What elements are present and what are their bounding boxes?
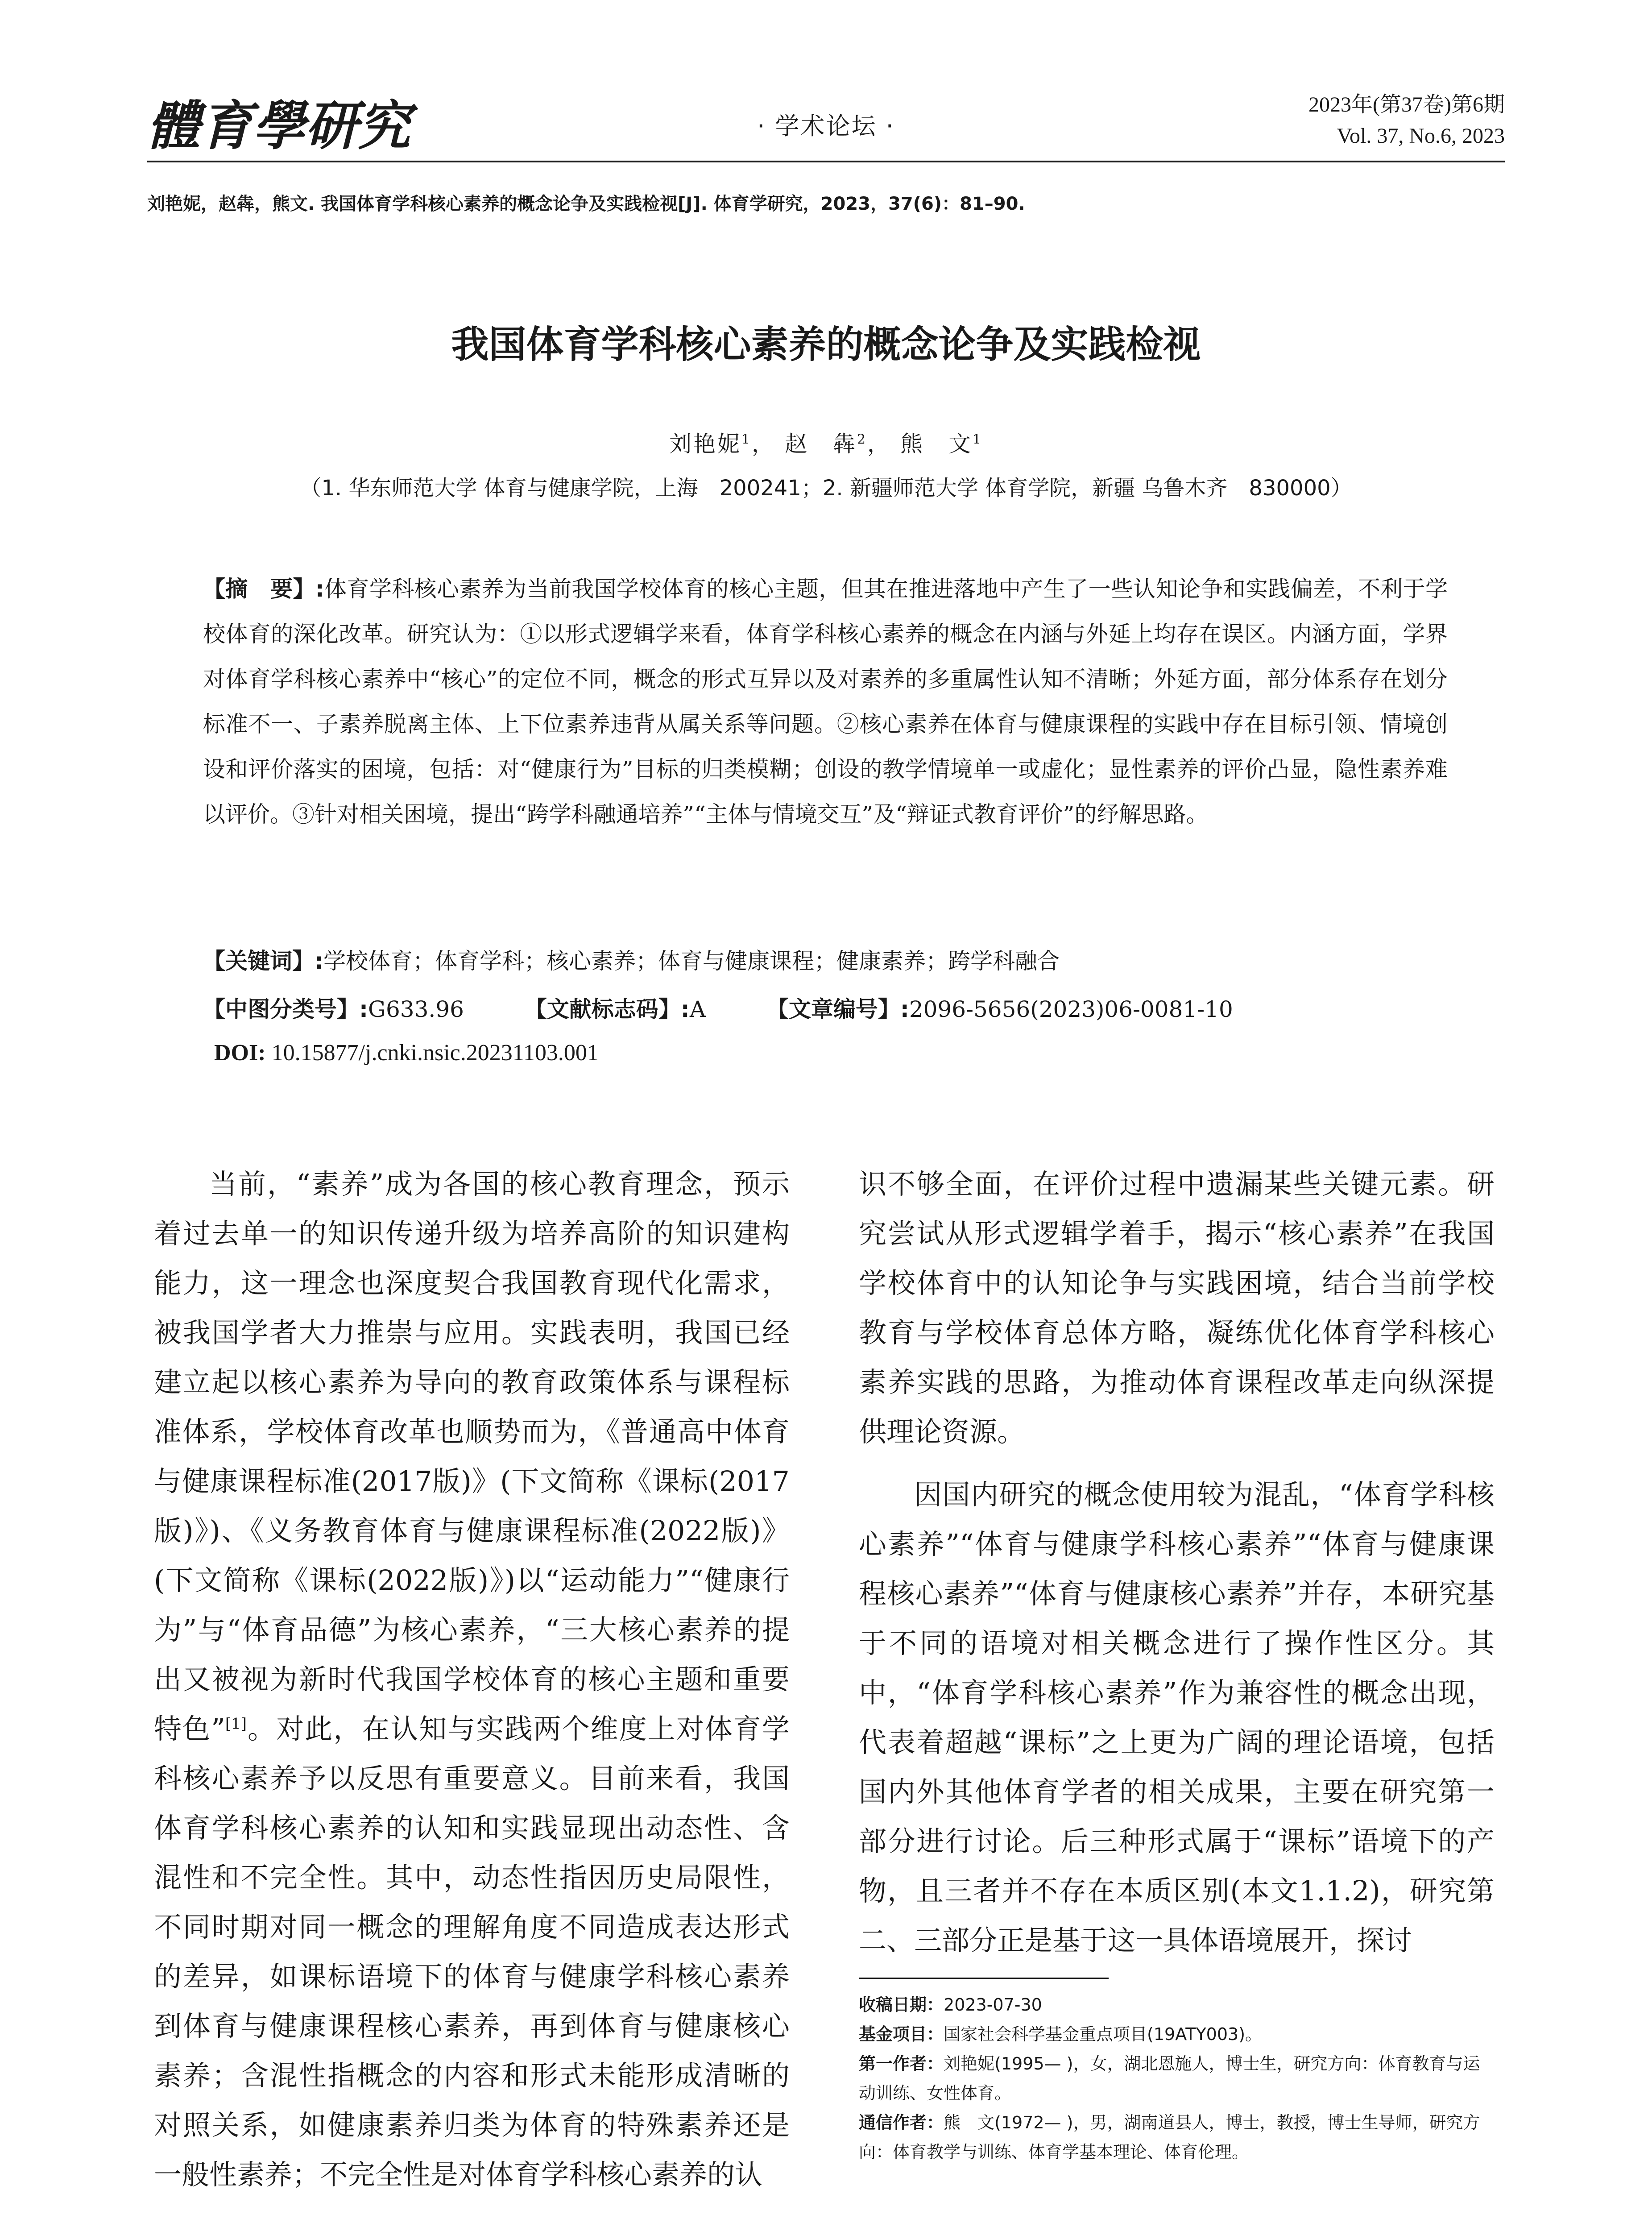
body-paragraph: 因国内研究的概念使用较为混乱，“体育学科核心素养”“体育与健康学科核心素养”“体育与健康课程核心素养”“体育与健康核心素养”并存，本研究基于不同的语境对相关概念进行了操作性区分。其中，“体育学科核心素养”作为兼容性的概念出现，代表着超越“课标”之上更为广阔的理论语境，包括国内外其他体育学者的相关成果，主要在研究第一部分进行讨论。后三种形式属于“课标”语境下的产物，且三者并不存在本质区别(本文1.1.2)，研究第二、三部分正是基于这一具体语境展开，探讨 [859,1478,1495,1957]
authors: 刘艳妮$^1$， 赵 犇$^2$， 熊 文$^1$ [669,431,983,457]
body-paragraph: 识不够全面，在评价过程中遗漏某些关键元素。研究尝试从形式逻辑学着手，揭示“核心素养”在我国学校体育中的认知论争与实践困境，结合当前学校教育与学校体育总体方略，凝练优化体育学科核心素养实践的思路，为推动体育课程改革走向纵深提供理论资源。 [859,1168,1495,1448]
header-rule [147,161,1505,162]
doi-value: 10.15877/j.cnki.nsic.20231103.001 [271,1040,599,1066]
abstract-text: 体育学科核心素养为当前我国学校体育的核心主题，但其在推进落地中产生了一些认知论争和实践偏差，不利于学校体育的深化改革。研究认为：①以形式逻辑学来看，体育学科核心素养的概念在内涵与外延上均存在误区。内涵方面，学界对体育学科核心素养中“核心”的定位不同，概念的形式互异以及对素养的多重属性认知不清晰；外延方面，部分体系存在划分标准不一、子素养脱离主体、上下位素养违背从属关系等问题。②核心素养在体育与健康课程的实践中存在目标引领、情境创设和评价落实的困境，包括：对“健康行为”目标的归类模糊；创设的教学情境单一或虚化；显性素养的评价凸显，隐性素养难以评价。③针对相关困境，提出“跨学科融通培养”“主体与情境交互”及“辩证式教育评价”的纾解思路。 [203,576,1448,827]
column-name: · 学术论坛 · [757,112,895,140]
body-paragraph: 当前，“素养”成为各国的核心教育理念，预示着过去单一的知识传递升级为培养高阶的知识建构能力，这一理念也深度契合我国教育现代化需求，被我国学者大力推崇与应用。实践表明，我国已经建立起以核心素养为导向的教育政策体系与课程标准体系，学校体育改革也顺势而为，《普通高中体育与健康课程标准(2017版)》(下文简称《课标(2017版)》)、《义务教育体育与健康课程标准(2022版)》(下文简称《课标(2022版)》)以“运动能力”“健康行为”与“体育品德”为核心素养，“三大核心素养的提出又被视为新时代我国学校体育的核心主题和重要特色”[1]。对此，在认知与实践两个维度上对体育学科核心素养予以反思有重要意义。目前来看，我国体育学科核心素养的认知和实践显现出动态性、含混性和不完全性。其中，动态性指因历史局限性，不同时期对同一概念的理解角度不同造成表达形式的差异，如课标语境下的体育与健康学科核心素养到体育与健康课程核心素养，再到体育与健康核心素养；含混性指概念的内容和形式未能形成清晰的对照关系，如健康素养归类为体育的特殊素养还是一般性素养；不完全性是对体育学科核心素养的认 [154,1168,790,2191]
abstract [203,567,1448,837]
reference-marker: [1] [225,1715,247,1733]
body-column-left [154,1159,790,2199]
issue-info [1308,89,1505,152]
footnote-corresponding-author: 通信作者：熊 文(1972— )，男，湖南道县人，博士，教授，博士生导师，研究方向：体育教学与训练、体育学基本理论、体育伦理。 [859,2113,1480,2162]
footnotes [859,1990,1495,2167]
keywords-label: 【关键词】: [203,948,323,974]
clc-label: 【中图分类号】: [203,996,368,1022]
doi-label: DOI: [214,1040,266,1066]
article-title: 我国体育学科核心素养的概念论争及实践检视 [451,323,1201,366]
clc-value: G633.96 [368,996,464,1022]
footnote-received: 收稿日期：2023-07-30 [859,1995,1042,2015]
doc-code-value: A [689,996,706,1022]
footnote-funding: 基金项目：国家社会科学基金重点项目(19ATY003)。 [859,2024,1263,2044]
footnote-first-author: 第一作者：刘艳妮(1995— )，女，湖北恩施人，博士生，研究方向：体育教育与运动训练、女性体育。 [859,2054,1480,2103]
keywords-text: 学校体育；体育学科；核心素养；体育与健康课程；健康素养；跨学科融合 [323,948,1060,974]
article-id-value: 2096-5656(2023)06-0081-10 [909,996,1233,1022]
author-affil-sup: 2 [857,431,868,448]
author-name: 刘艳妮 [669,431,741,457]
issue-cn: 2023年(第37卷)第6期 [1308,93,1505,116]
article-id-label: 【文章编号】: [766,996,909,1022]
author-affil-sup: 1 [972,431,983,448]
footnote-rule [859,1978,1109,1979]
author-affil-sup: 1 [741,431,752,448]
author-name: 赵 犇 [784,431,857,457]
journal-logo-text: 體育學研究 [147,95,411,157]
doi [214,1040,599,1066]
doc-code-label: 【文献标志码】: [524,996,690,1022]
author-name: 熊 文 [900,431,973,457]
citation: 刘艳妮，赵犇，熊文. 我国体育学科核心素养的概念论争及实践检视[J]. 体育学研究，2023，37(6)：81–90. [147,194,1025,214]
body-column-right [859,1159,1495,1965]
abstract-label: 【摘 要】: [203,576,324,602]
issue-en: Vol. 37, No.6, 2023 [1337,124,1505,148]
classification-line [203,991,1448,1024]
affiliations: （1. 华东师范大学 体育与健康学院，上海 200241；2. 新疆师范大学 体育学院，新疆 乌鲁木齐 830000） [300,476,1352,501]
keywords [203,943,1448,975]
